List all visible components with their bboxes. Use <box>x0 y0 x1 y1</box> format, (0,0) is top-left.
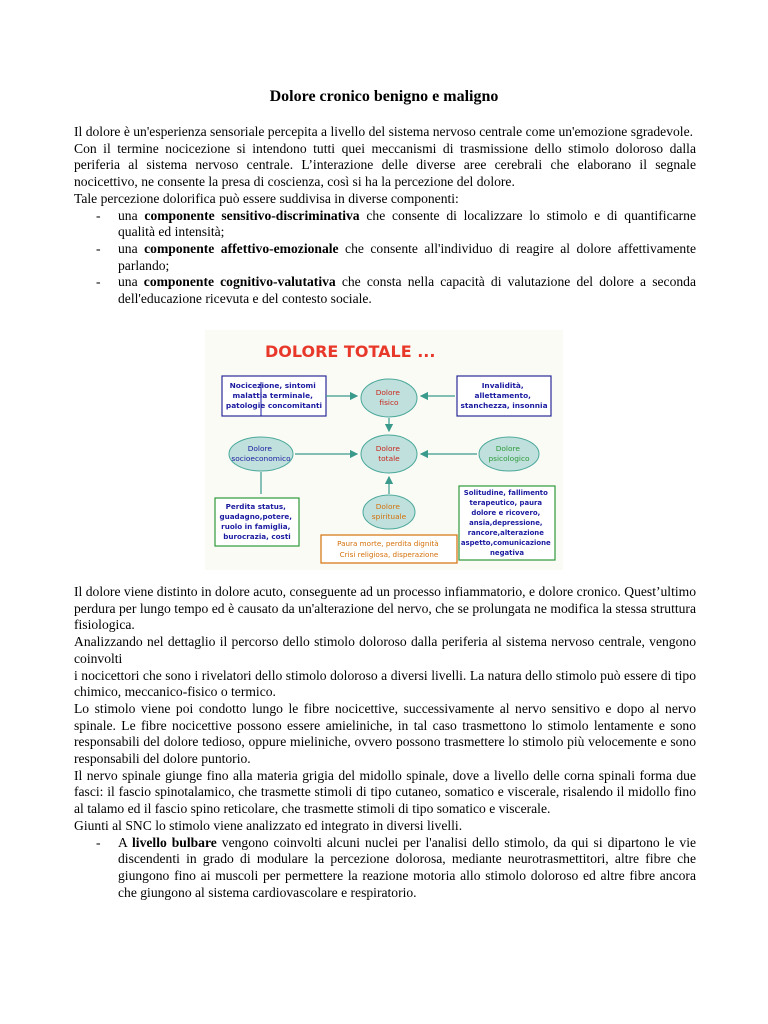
intro-section <box>74 124 696 308</box>
paragraph: Il nervo spinale giunge fino alla materia grigia del midollo spinale, dove a livello delle corna spinali forma due fasci: il fascio spinotalamico, che trasmette stimoli di tipo cutaneo, somatico e viscerale, risalendo il midollo fino al talamo ed il fascio spino reticolare, che trasmette stimoli di tipo somatico e viscerale. <box>74 767 696 817</box>
total-pain-diagram <box>205 330 563 570</box>
document-title: Dolore cronico benigno e maligno <box>269 88 499 105</box>
paragraph: Il dolore è un'esperienza sensoriale percepita a livello del sistema nervoso centrale come un'emozione sgradevole. <box>74 124 694 139</box>
svg-text:Dolore totale: Dolore totale <box>375 444 400 463</box>
svg-text:Paura morte, perdita dignità: Paura morte, perdita dignità Crisi religiosa, disperazione <box>337 539 439 559</box>
svg-text:Dolore psicologico: Dolore psicologico <box>488 444 530 463</box>
list-item: - A livello bulbare vengono coinvolti alcuni nuclei per l'analisi dello stimolo, da qui si dipartono le vie discendenti in grado di modulare la percezione dolorosa, mediante neurotrasmettitori, altre fibre che giungono fino ai muscoli per permettere la reazione motoria allo stimolo doloroso ed altre fibre ancora che giungono al sistema cardiovascolare e respiratorio. <box>96 834 697 900</box>
svg-text:Dolore fisico: Dolore fisico <box>375 388 400 407</box>
list-bullet: - <box>96 274 101 290</box>
paragraph: i nocicettori che sono i rivelatori dello stimolo doloroso a diversi livelli. La natura dello stimolo può essere di tipo chimico, meccanico-fisico o termico. <box>74 667 696 700</box>
list-bullet: - <box>96 834 101 850</box>
list-item: - una componente sensitivo-discriminativa che consente di localizzare lo stimolo e di quantificarne qualità ed intensità; <box>96 207 697 240</box>
svg-text:Perdita status, guadagno: Perdita status, guadagno,potere, ruolo in famiglia, burocrazia, costi <box>219 502 293 541</box>
term: livello bulbare <box>132 834 217 850</box>
term: componente sensitivo-discriminativa <box>144 207 360 223</box>
body-section <box>74 584 696 901</box>
list-item: - una componente affettivo-emozionale che consente all'individuo di reagire al dolore affettivamente parlando; <box>96 240 697 273</box>
term: componente affettivo-emozionale <box>144 240 339 256</box>
svg-text:Solitudine, fallimento t: Solitudine, fallimento terapeutico, paura dolore e ricovero, ansia,depressione, rancore,alterazione aspetto,comunicazione negativa <box>460 489 551 557</box>
svg-text:Dolore socioeconomico: Dolore socioeconomico <box>231 444 291 463</box>
svg-text:Invalidità, allettamento: Invalidità, allettamento, stanchezza, insonnia <box>460 381 548 410</box>
svg-text:Nocicezione, sintomi mal: Nocicezione, sintomi malattia terminale, patologie concomitanti <box>225 381 323 410</box>
paragraph: Tale percezione dolorifica può essere suddivisa in diverse componenti: <box>74 190 459 206</box>
paragraph: Lo stimolo viene poi condotto lungo le fibre nocicettive, successivamente al nervo sensitivo e dopo al nervo spinale. Le fibre nocicettive possono essere amieliniche, in tal caso trasmettono lo stimolo lentamente e sono responsabili del dolore tedioso, oppure mieliniche, ovvero possono trasmettere lo stimolo più velocemente e sono responsabili del dolore puntorio. <box>74 700 696 767</box>
paragraph: Analizzando nel dettaglio il percorso dello stimolo doloroso dalla periferia al sistema nervoso centrale, vengono coinvolti <box>74 634 696 666</box>
list-item: - una componente cognitivo-valutativa che consta nella capacità di valutazione del dolore a seconda dell'educazione ricevuta e del contesto sociale. <box>96 274 697 307</box>
paragraph: Con il termine nocicezione si intendono tutti quei meccanismi di trasmissione dello stimolo doloroso dalla periferia al sistema nervoso centrale. L’interazione delle diverse aree cerebrali che elaborano il segnale nocicettivo, ne consente la presa di coscienza, così si ha la percezione del dolore. <box>74 140 696 190</box>
term: componente cognitivo-valutativa <box>143 274 336 290</box>
diagram-title: DOLORE TOTALE ... <box>265 342 436 361</box>
svg-text:Dolore spirituale: Dolore spirituale <box>371 502 407 521</box>
list-bullet: - <box>96 207 101 223</box>
paragraph: Giunti al SNC lo stimolo viene analizzato ed integrato in diversi livelli. <box>74 817 463 833</box>
paragraph: Il dolore viene distinto in dolore acuto, conseguente ad un processo infiammatorio, e dolore cronico. Quest’ultimo perdura per lungo tempo ed è causato da un'alterazione del nervo, che se prolungata ne modifica la stessa struttura fisiologica. <box>74 584 696 633</box>
list-bullet: - <box>96 240 101 256</box>
